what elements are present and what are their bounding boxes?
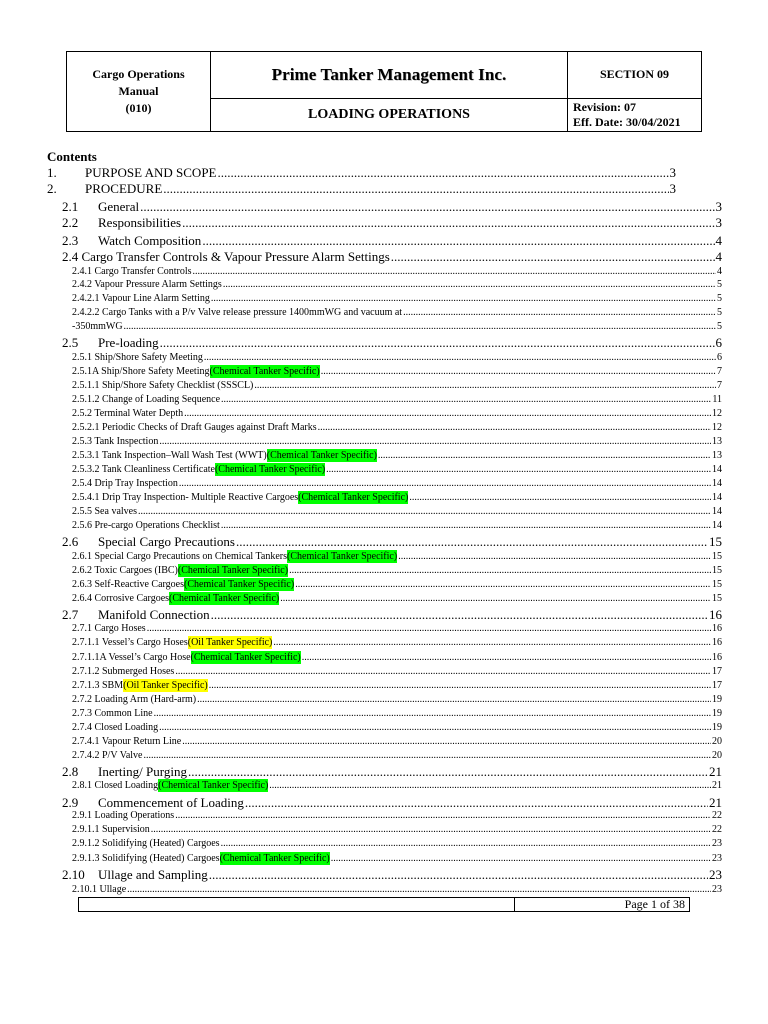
toc-number: 2.8 [62, 764, 79, 779]
manual-info [67, 52, 211, 132]
toc-leader [403, 306, 716, 319]
toc-entry[interactable] [72, 320, 722, 333]
toc-leader [151, 823, 711, 836]
toc-page: 5 [717, 321, 722, 332]
toc-highlight: (Chemical Tanker Specific) [219, 853, 330, 864]
toc-entry[interactable] [62, 764, 722, 780]
toc-page: 4 [715, 233, 722, 248]
toc-page: 15 [712, 579, 722, 590]
toc-page: 14 [712, 506, 722, 517]
toc-page: 21 [712, 780, 722, 791]
toc-leader [223, 278, 716, 291]
toc-page: 4 [715, 249, 722, 264]
toc-entry[interactable] [72, 519, 722, 532]
toc-page: 14 [712, 464, 722, 475]
company-name: Prime Tanker Management Inc. [211, 52, 568, 99]
toc-page: 16 [712, 637, 722, 648]
toc-title: 2.6.4 Corrosive Cargoes [72, 593, 170, 604]
toc-title: 2.5.5 Sea valves [72, 506, 137, 517]
toc-title: 2.7.1.3 SBM [72, 680, 124, 691]
toc-page: 14 [712, 492, 722, 503]
toc-page: 5 [717, 307, 722, 318]
toc-leader [326, 463, 711, 476]
toc-page: 19 [712, 694, 722, 705]
toc-title: Inerting/ Purging [98, 764, 187, 779]
toc-leader [211, 292, 716, 305]
toc-page: 13 [712, 450, 722, 461]
toc-page: 6 [717, 352, 722, 363]
toc-page: 11 [712, 394, 722, 405]
toc-title: 2.7.4 Closed Loading [72, 722, 159, 733]
toc-entry[interactable] [72, 823, 722, 836]
toc-entry[interactable] [72, 707, 722, 720]
toc-entry[interactable] [72, 578, 722, 591]
toc-title: 2.5.2 Terminal Water Depth [72, 408, 184, 419]
toc-leader [184, 407, 711, 420]
toc-leader [124, 320, 716, 333]
toc-leader [318, 421, 711, 434]
toc-leader [193, 265, 716, 278]
toc-leader [140, 199, 714, 215]
toc-entry[interactable] [62, 249, 722, 265]
toc-page: 23 [712, 838, 722, 849]
toc-leader [221, 519, 711, 532]
toc-leader [295, 578, 711, 591]
toc-title: 2.4.2.2 Cargo Tanks with a P/v Valve release pressure 1400mmWG and vacuum at [72, 307, 403, 318]
toc-title: 2.5.6 Pre-cargo Operations Checklist [72, 520, 220, 531]
toc-page: 14 [712, 478, 722, 489]
toc-entry[interactable] [72, 749, 722, 762]
toc-page: 17 [712, 680, 722, 691]
toc-title: 2.6.3 Self-Reactive Cargoes [72, 579, 185, 590]
toc-entry[interactable] [62, 534, 722, 550]
toc-page: 14 [712, 520, 722, 531]
toc-page: 13 [712, 436, 722, 447]
toc-page: 3 [669, 181, 676, 196]
toc-entry[interactable] [72, 564, 722, 577]
toc-page: 15 [712, 551, 722, 562]
toc-title: 2.7.1 Cargo Hoses [72, 623, 146, 634]
toc-highlight: (Chemical Tanker Specific) [177, 565, 289, 576]
toc-title: Commencement of Loading [98, 795, 244, 810]
toc-leader [147, 622, 711, 635]
toc-title: PURPOSE AND SCOPE [85, 165, 217, 180]
toc-number: 2.2 [62, 215, 79, 230]
toc-title: 2.6.1 Special Cargo Precautions on Chemical Tankers [72, 551, 287, 562]
toc-number: 2.7 [62, 607, 79, 622]
toc-leader [280, 592, 711, 605]
toc-leader [154, 707, 711, 720]
toc-leader [236, 534, 708, 550]
toc-title: Manifold Connection [98, 607, 210, 622]
toc-title: 2.4.2.1 Vapour Line Alarm Setting [72, 293, 210, 304]
toc-entry[interactable] [72, 809, 722, 822]
toc-title: 2.5.1.1 Ship/Shore Safety Checklist (SSSCL) [72, 380, 254, 391]
toc-page: 16 [712, 623, 722, 634]
toc-highlight: (Chemical Tanker Specific) [214, 464, 326, 475]
toc-title: 2.4 Cargo Transfer Controls & Vapour Pressure Alarm Settings [62, 249, 390, 264]
toc-title: 2.10.1 Ullage [72, 884, 127, 895]
toc-entry[interactable] [62, 607, 722, 623]
toc-page: 3 [715, 215, 722, 230]
toc-title: General [98, 199, 140, 214]
toc-entry[interactable] [72, 651, 722, 664]
toc-highlight: (Oil Tanker Specific) [187, 637, 273, 648]
toc-title: 2.9.1 Loading Operations [72, 810, 175, 821]
toc-leader [209, 679, 711, 692]
toc-entry[interactable] [72, 636, 722, 649]
toc-entry[interactable] [62, 215, 722, 231]
revision: Revision: 07 [573, 99, 636, 114]
toc-title: 2.4.2 Vapour Pressure Alarm Settings [72, 279, 222, 290]
toc-number: 2.10 [62, 867, 85, 882]
toc-leader [138, 505, 711, 518]
toc-entry[interactable] [72, 435, 722, 448]
toc-highlight: (Chemical Tanker Specific) [158, 780, 269, 791]
toc-page: 7 [717, 380, 722, 391]
toc-page: 23 [712, 853, 722, 864]
toc-entry[interactable] [72, 693, 722, 706]
toc-leader [127, 883, 711, 896]
toc-entry[interactable] [72, 837, 722, 850]
toc-title: 2.5.3 Tank Inspection [72, 436, 159, 447]
toc-page: 15 [712, 593, 722, 604]
toc-page: 4 [717, 266, 722, 277]
toc-entry[interactable] [72, 665, 722, 678]
contents-heading: Contents [47, 149, 97, 164]
document-title: LOADING OPERATIONS [211, 98, 568, 131]
toc-leader [398, 550, 711, 563]
toc-entry[interactable] [72, 278, 722, 291]
toc-page: 23 [709, 867, 722, 882]
toc-leader [302, 651, 711, 664]
toc-highlight: (Oil Tanker Specific) [123, 680, 208, 691]
toc-leader [331, 852, 711, 865]
toc-entry[interactable] [62, 233, 722, 249]
toc-entry[interactable] [72, 351, 722, 364]
toc-title: 2.6.2 Toxic Cargoes (IBC) [72, 565, 178, 576]
toc-page: 17 [712, 666, 722, 677]
toc-entry[interactable] [72, 735, 722, 748]
toc-leader [218, 165, 669, 181]
toc-entry[interactable] [72, 622, 722, 635]
toc-entry[interactable] [62, 867, 722, 883]
toc-leader [378, 449, 711, 462]
toc-entry[interactable] [72, 491, 722, 504]
toc-leader [175, 665, 711, 678]
document-header [66, 51, 702, 132]
toc-title: 2.7.4.2 P/V Valve [72, 750, 143, 761]
toc-entry[interactable] [72, 592, 722, 605]
toc-leader [188, 764, 708, 780]
toc-title: 2.5.1 Ship/Shore Safety Meeting [72, 352, 203, 363]
toc-highlight: (Chemical Tanker Specific) [287, 551, 398, 562]
manual-line-3: (010) [125, 101, 152, 115]
toc-title: PROCEDURE [85, 181, 163, 196]
toc-entry[interactable] [72, 550, 722, 563]
toc-title: 2.5.3.1 Tank Inspection–Wall Wash Test (WWT) [72, 450, 267, 461]
toc-title: 2.7.3 Common Line [72, 708, 153, 719]
revision-info [568, 98, 702, 131]
toc-entry[interactable] [72, 393, 722, 406]
toc-entry[interactable] [72, 852, 722, 865]
toc-entry[interactable] [72, 679, 722, 692]
toc-leader [321, 365, 716, 378]
toc-leader [182, 735, 711, 748]
manual-line-2: Manual [118, 84, 159, 98]
toc-title: 2.5.4 Drip Tray Inspection [72, 478, 178, 489]
toc-title: 2.5.4.1 Drip Tray Inspection- Multiple Reactive Cargoes [72, 492, 299, 503]
toc-title: 2.9.1.1 Supervision [72, 824, 150, 835]
toc-number: 2.5 [62, 335, 79, 350]
toc-page: 15 [712, 565, 722, 576]
toc-title: Watch Composition [98, 233, 202, 248]
toc-page: 3 [715, 199, 722, 214]
toc-leader [204, 351, 716, 364]
toc-page: 5 [717, 279, 722, 290]
toc-title: 2.8.1 Closed Loading [72, 780, 159, 791]
toc-page: 19 [712, 708, 722, 719]
toc-leader [273, 636, 711, 649]
toc-entry[interactable] [72, 463, 722, 476]
toc-page: 7 [717, 366, 722, 377]
toc-leader [209, 867, 708, 883]
toc-page: 5 [717, 293, 722, 304]
toc-entry[interactable] [47, 181, 676, 197]
toc-entry[interactable] [72, 421, 722, 434]
toc-entry[interactable] [72, 477, 722, 490]
toc-leader [269, 779, 711, 792]
toc-highlight: (Chemical Tanker Specific) [209, 366, 320, 377]
toc-leader [409, 491, 711, 504]
toc-leader [175, 809, 711, 822]
toc-entry[interactable] [72, 292, 722, 305]
toc-title: 2.9.1.3 Solidifying (Heated) Cargoes [72, 853, 220, 864]
toc-highlight: (Chemical Tanker Specific) [169, 593, 280, 604]
toc-leader [163, 181, 668, 197]
toc-title: 2.5.2.1 Periodic Checks of Draft Gauges against Draft Marks [72, 422, 317, 433]
toc-title: Ullage and Sampling [98, 867, 208, 882]
toc-highlight: (Chemical Tanker Specific) [298, 492, 409, 503]
toc-number: 2.1 [62, 199, 79, 214]
toc-leader [289, 564, 711, 577]
toc-title: 2.4.1 Cargo Transfer Controls [72, 266, 192, 277]
toc-page: 21 [709, 795, 722, 810]
toc-entry[interactable] [72, 779, 722, 792]
toc-leader [160, 335, 715, 351]
toc-title: 2.5.1A Ship/Shore Safety Meeting [72, 366, 210, 377]
toc-title: 2.5.1.2 Change of Loading Sequence [72, 394, 221, 405]
toc-entry[interactable] [62, 199, 722, 215]
toc-leader [182, 215, 714, 231]
effective-date: Eff. Date: 30/04/2021 [573, 114, 681, 129]
toc-page: 12 [712, 422, 722, 433]
toc-leader [179, 477, 711, 490]
toc-title: 2.7.1.2 Submerged Hoses [72, 666, 175, 677]
toc-entry[interactable] [72, 365, 722, 378]
toc-leader [197, 693, 711, 706]
toc-title: Responsibilities [98, 215, 182, 230]
toc-leader [202, 233, 714, 249]
toc-title: 2.9.1.2 Solidifying (Heated) Cargoes [72, 838, 220, 849]
toc-page: 15 [709, 534, 722, 549]
manual-line-1: Cargo Operations [92, 67, 185, 81]
toc-page: 22 [712, 824, 722, 835]
toc-page: 23 [712, 884, 722, 895]
toc-leader [254, 379, 716, 392]
toc-title: 2.7.1.1A Vessel’s Cargo Hose [72, 652, 191, 663]
toc-highlight: (Chemical Tanker Specific) [266, 450, 377, 461]
toc-page: 16 [709, 607, 722, 622]
section-label: SECTION 09 [568, 52, 702, 99]
toc-entry[interactable] [72, 379, 722, 392]
toc-number: 2.9 [62, 795, 79, 810]
toc-leader [221, 837, 711, 850]
toc-leader [159, 721, 711, 734]
toc-page: 6 [715, 335, 722, 350]
toc-leader [159, 435, 711, 448]
toc-entry[interactable] [72, 505, 722, 518]
toc-page: 20 [712, 736, 722, 747]
toc-title: 2.7.1.1 Vessel’s Cargo Hoses [72, 637, 188, 648]
toc-entry[interactable] [72, 883, 722, 896]
toc-page: 20 [712, 750, 722, 761]
toc-leader [143, 749, 711, 762]
toc-highlight: (Chemical Tanker Specific) [184, 579, 295, 590]
toc-page: 16 [712, 652, 722, 663]
toc-leader [391, 249, 715, 265]
toc-number: 2.6 [62, 534, 79, 549]
toc-title: -350mmWG [72, 321, 123, 332]
toc-title: Special Cargo Precautions [98, 534, 235, 549]
toc-number: 1. [47, 165, 57, 180]
toc-title: 2.7.2 Loading Arm (Hard-arm) [72, 694, 197, 705]
toc-entry[interactable] [72, 721, 722, 734]
toc-number: 2. [47, 181, 57, 196]
toc-entry[interactable] [72, 407, 722, 420]
toc-entry[interactable] [72, 449, 722, 462]
toc-entry[interactable] [72, 265, 722, 278]
toc-page: 19 [712, 722, 722, 733]
toc-page: 12 [712, 408, 722, 419]
toc-leader [221, 393, 711, 406]
toc-page: 3 [669, 165, 676, 180]
toc-highlight: (Chemical Tanker Specific) [190, 652, 301, 663]
toc-page: 21 [709, 764, 722, 779]
toc-entry[interactable] [62, 335, 722, 351]
toc-entry[interactable] [47, 165, 676, 181]
toc-entry[interactable] [72, 306, 722, 319]
toc-title: Pre-loading [98, 335, 159, 350]
page-number: Page 1 of 38 [624, 897, 685, 911]
toc-leader [211, 607, 708, 623]
toc-title: 2.7.4.1 Vapour Return Line [72, 736, 182, 747]
toc-number: 2.3 [62, 233, 79, 248]
toc-page: 22 [712, 810, 722, 821]
toc-title: 2.5.3.2 Tank Cleanliness Certificate [72, 464, 215, 475]
